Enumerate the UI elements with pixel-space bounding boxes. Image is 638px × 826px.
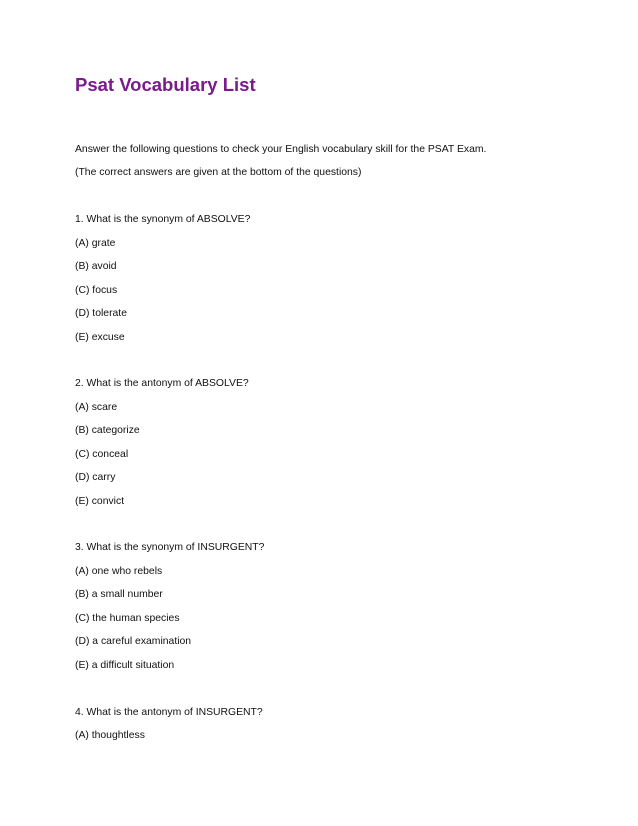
answer-option: (A) thoughtless xyxy=(75,730,145,741)
answer-option: (B) avoid xyxy=(75,261,117,272)
question-text: 2. What is the antonym of ABSOLVE? xyxy=(75,378,249,389)
answer-option: (D) carry xyxy=(75,472,116,483)
answer-option: (B) a small number xyxy=(75,589,163,600)
answer-option: (E) convict xyxy=(75,496,125,507)
answer-option: (A) one who rebels xyxy=(75,566,163,577)
answer-option: (C) conceal xyxy=(75,449,129,460)
question-text: 1. What is the synonym of ABSOLVE? xyxy=(75,214,251,225)
answer-option: (C) the human species xyxy=(75,613,180,624)
answer-option: (E) a difficult situation xyxy=(75,660,175,671)
answer-option: (A) scare xyxy=(75,402,118,413)
question-text: 3. What is the synonym of INSURGENT? xyxy=(75,542,265,553)
answer-option: (E) excuse xyxy=(75,332,125,343)
page-title: Psat Vocabulary List xyxy=(75,74,256,95)
answer-option: (B) categorize xyxy=(75,425,140,436)
question-text: 4. What is the antonym of INSURGENT? xyxy=(75,707,263,718)
intro-line: Answer the following questions to check your English vocabulary skill for the PSAT Exam. xyxy=(75,144,487,155)
answer-option: (D) tolerate xyxy=(75,308,127,319)
answer-option: (D) a careful examination xyxy=(75,636,192,647)
intro-note: (The correct answers are given at the bottom of the questions) xyxy=(75,167,362,178)
answer-option: (C) focus xyxy=(75,285,118,296)
answer-option: (A) grate xyxy=(75,238,116,249)
